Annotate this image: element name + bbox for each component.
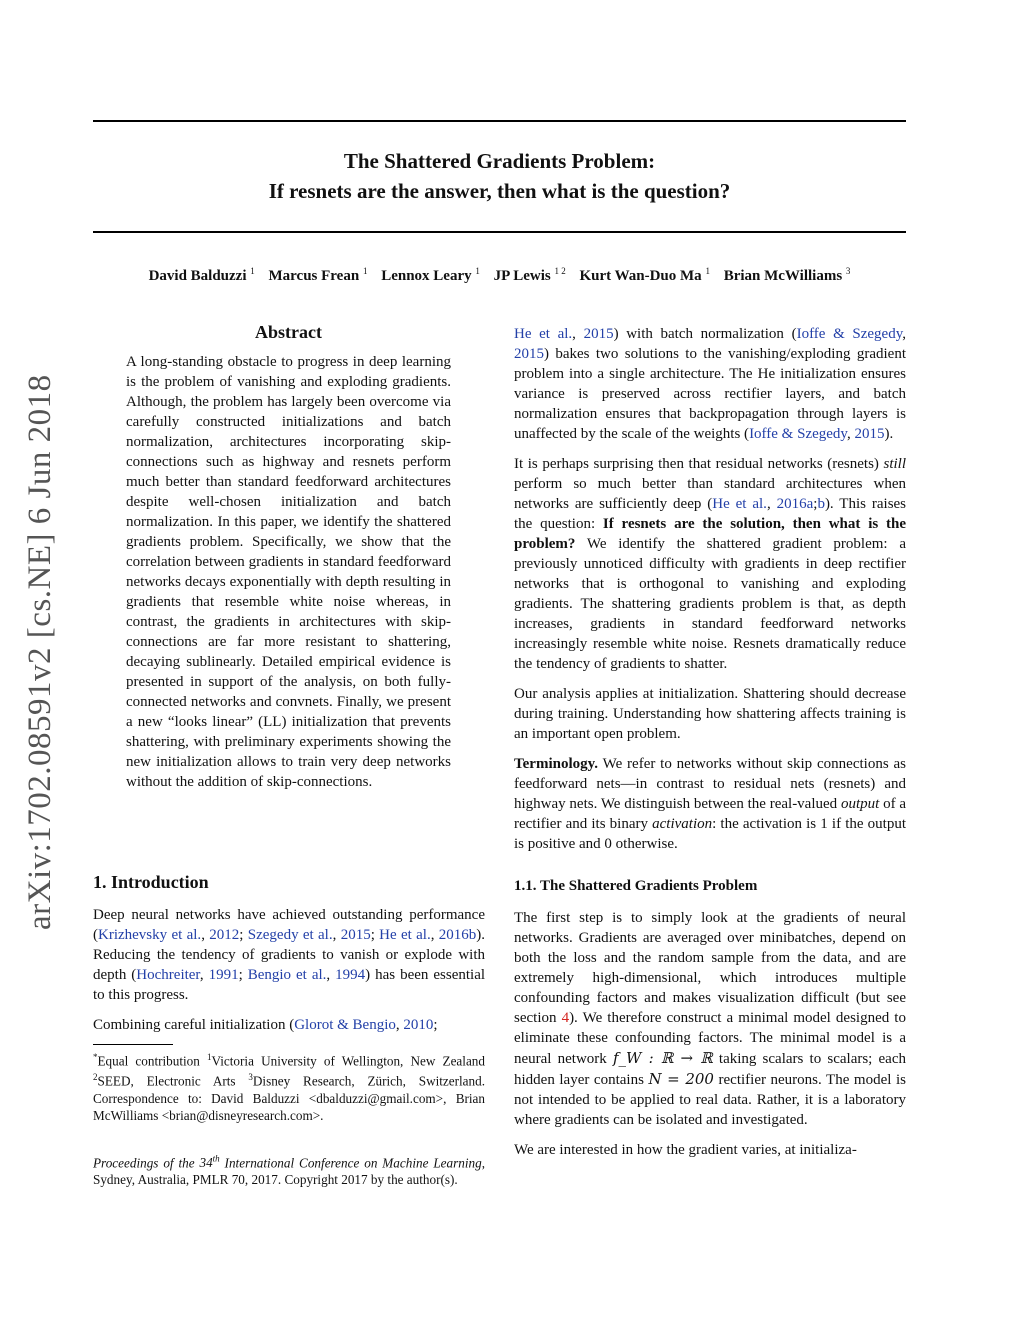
subsection-heading-shattered-gradients: 1.1. The Shattered Gradients Problem [514,878,758,894]
right-column [514,324,906,1170]
right-paragraph-3: Our analysis applies at initialization. Shattering should decrease during training. Understanding how shattering affects training is an important open problem. [514,686,906,742]
footnote-rule [93,1044,173,1045]
right-paragraph-2: It is perhaps surprising then that residual networks (resnets) still perform so much better than standard architectures when networks are sufficiently deep (He et al., 2016a;b). This raises the question: If resnets are the solution, then what is the problem? We identify the shattered gradient problem: a previously unnoticed difficulty with gradients in deep rectifier networks that is orthogonal to vanishing and exploding gradients. The shattering gradients problem is that, as depth increases, gradients in standard feedforward networks increasingly resemble white noise. Resnets dramatically reduce the tendency of gradients to shatter. [514,456,907,672]
proceedings-note: Proceedings of the 34th International Conference on Machine Learning, Sydney, Australia, PMLR 70, 2017. Copyright 2017 by the author(s). [93,1154,485,1188]
abstract-section [126,322,451,802]
author: Marcus Frean $^1$ [268,266,368,284]
paper-title [93,146,906,206]
math-network-signature: f_W : ℝ → ℝ [612,1049,713,1067]
intro-paragraph-2: Combining careful initialization (Glorot & Bengio, 2010; [93,1017,438,1033]
title-bottom-rule [93,231,906,233]
abstract-heading: Abstract [255,322,322,342]
section-heading-introduction: 1. Introduction [93,872,209,892]
title-line-2: If resnets are the answer, then what is the question? [268,179,731,203]
arxiv-identifier-stamp: arXiv:1702.08591v2 [cs.NE] 6 Jun 2018 [22,374,58,930]
citation-link[interactable]: 1994 [335,967,366,983]
citation-link[interactable]: 2015 [514,346,544,362]
citation-link[interactable]: 2012 [209,927,240,943]
author: David Balduzzi $^1$ [148,266,255,284]
citation-link[interactable]: 2016b [438,927,477,943]
citation-link[interactable]: Bengio et al. [247,967,327,983]
title-top-rule [93,120,906,122]
citation-link[interactable]: Ioffe & Szegedy [796,326,903,342]
citation-link[interactable]: 2015 [854,426,885,442]
citation-link[interactable]: He et al. [379,927,431,943]
citation-link[interactable]: Krizhevsky et al. [98,927,202,943]
citation-link[interactable]: He et al. [514,326,573,342]
intro-paragraph-1: Deep neural networks have achieved outstanding performance (Krizhevsky et al., 2012; Szegedy et al., 2015; He et al., 2016b). Reducing the tendency of gradients to vanish or explode with depth (Hochreiter, 1991; Bengio et al., 1994) has been essential to this progress. [93,907,486,1003]
affiliation-footnote: *Equal contribution $^1$Victoria University of Wellington, New Zealand $^2$SEED, Electronic Arts $^3$Disney Research, Zürich, Switzerland. Correspondence to: David Balduzzi <dbalduzzi@gmail.com>, Brian McWilliams <brian@disneyresearch.com>. [93,1052,486,1123]
citation-link[interactable]: Hochreiter [136,967,200,983]
citation-link[interactable]: Szegedy et al. [247,927,333,943]
citation-link[interactable]: 1991 [208,967,239,983]
title-line-1: The Shattered Gradients Problem: [343,149,656,173]
right-paragraph-1: He et al., 2015) with batch normalization (Ioffe & Szegedy, 2015) bakes two solutions to the vanishing/exploding gradient problem into a single architecture. The He initialization ensures variance is preserved across rectifier layers, and batch normalization ensures that backpropagation through layers is unaffected by the scale of the weights (Ioffe & Szegedy, 2015). [514,326,906,442]
section-reference-link[interactable]: 4 [561,1010,570,1026]
citation-link[interactable]: 2015 [583,326,614,342]
right-paragraph-6: We are interested in how the gradient varies, at initializa- [514,1142,857,1158]
citation-link[interactable]: Ioffe & Szegedy [749,426,847,442]
citation-link[interactable]: Glorot & Bengio [294,1017,396,1033]
author-list [93,266,906,285]
terminology-paragraph: Terminology. We refer to networks without skip connections as feedforward nets—in contrast to residual nets (resnets) and highway nets. We distinguish between the real-valued output of a rectifier and its binary activation: the activation is 1 if the output is positive and 0 otherwise. [514,756,907,852]
introduction-section [93,872,485,1045]
author: Lennox Leary $^1$ [381,266,480,284]
citation-link[interactable]: 2015 [340,927,371,943]
citation-link[interactable]: b [817,496,825,512]
right-paragraph-5: The first step is to simply look at the gradients of neural networks. Gradients are averaged over minibatches, depend on both the loss and the random sample from the data, and are extremely high-dimensional, which introduces multiple confounding factors and makes visualization difficult (but see section 4). We therefore construct a minimal model designed to eliminate these confounding factors. The minimal model is a neural network f_W : ℝ → ℝ taking scalars to scalars; each hidden layer contains N = 200 rectifier neurons. The model is not intended to be applied to real data. Rather, it is a laboratory where gradients can be isolated and investigated. [514,910,906,1128]
citation-link[interactable]: He et al. [712,496,767,512]
author: JP Lewis $^{1 2}$ [493,266,566,284]
author: Brian McWilliams $^3$ [723,266,851,284]
abstract-text: A long-standing obstacle to progress in deep learning is the problem of vanishing and exploding gradients. Although, the problem has largely been overcome via carefully constructed initializations and batch normalization, architectures incorporating skip-connections such as highway and resnets perform much better than standard feedforward architectures despite well-chosen initialization and batch normalization. In this paper, we identify the shattered gradients problem. Specifically, we show that the correlation between gradients in standard feedforward networks decays exponentially with depth resulting in gradients that resemble white noise whereas, in contrast, the gradients in architectures with skip-connections are far more resistant to shattering, decaying sublinearly. Detailed empirical evidence is presented in support of the analysis, on both fully-connected networks and convnets. Finally, we present a new “looks linear” (LL) initialization that prevents shattering, with preliminary experiments showing the new initialization allows to train very deep networks without the addition of skip-connections. [126,354,451,790]
author: Kurt Wan-Duo Ma $^1$ [579,266,710,284]
math-neuron-count: N = 200 [648,1070,714,1088]
citation-link[interactable]: 2016a [776,496,814,512]
citation-link[interactable]: 2010 [403,1017,434,1033]
